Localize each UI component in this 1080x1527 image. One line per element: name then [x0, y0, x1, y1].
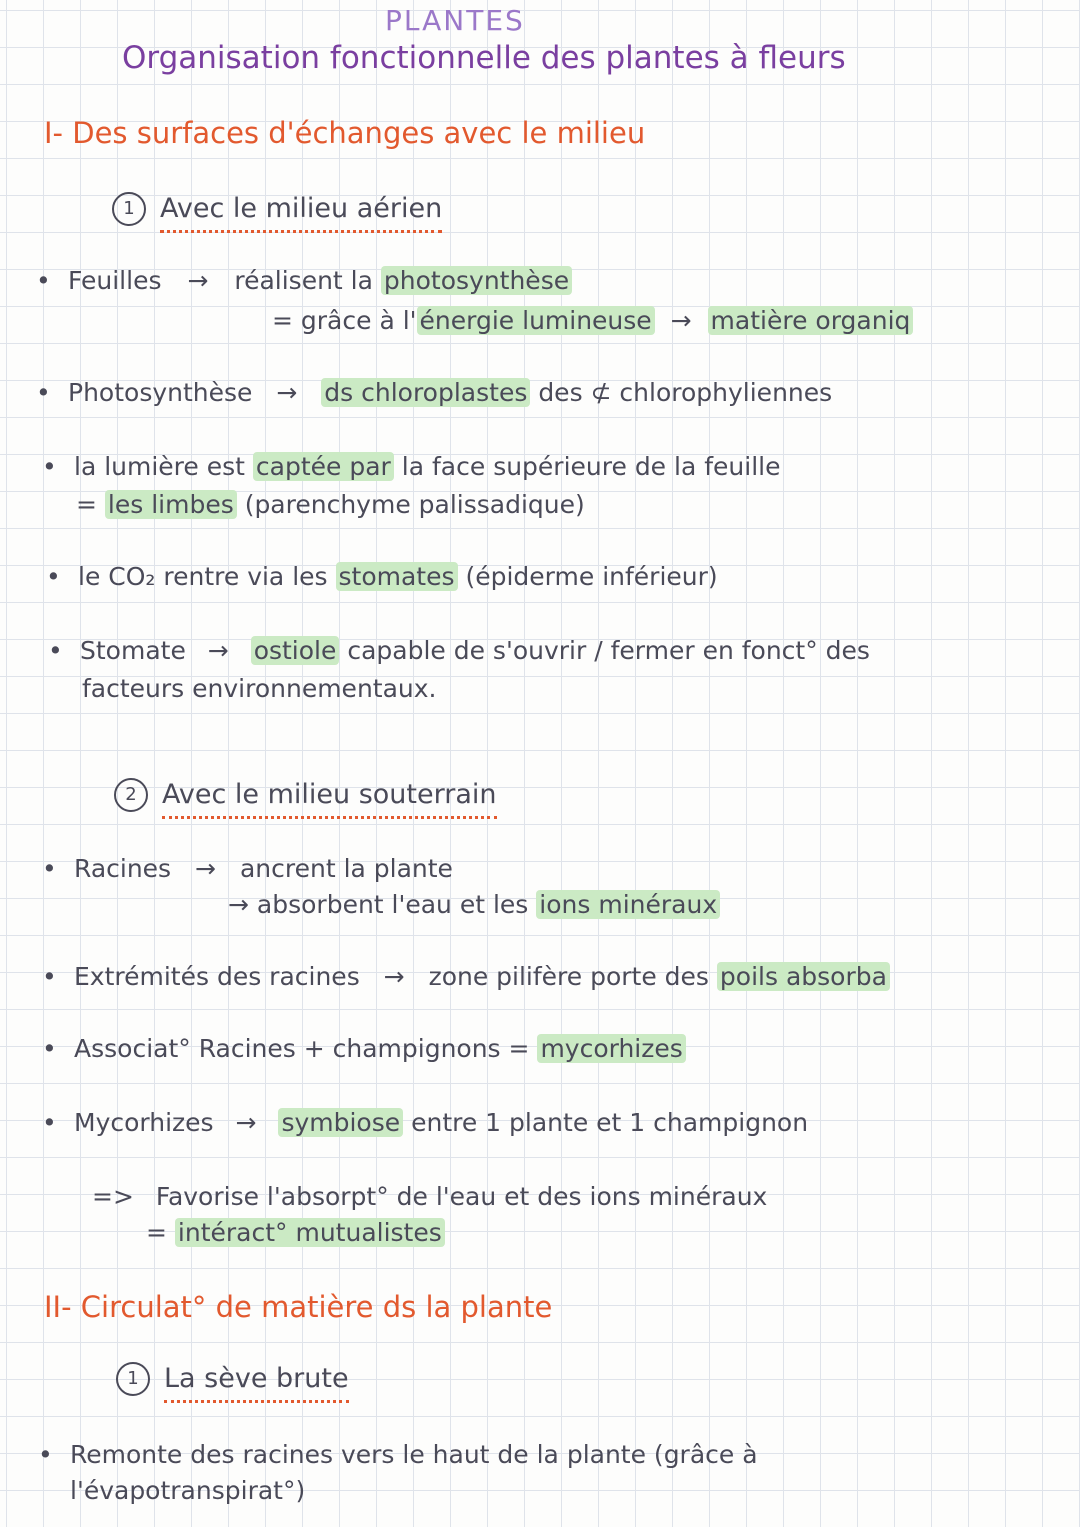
text: Extrémités des racines [74, 962, 360, 991]
arrow-icon: → [276, 378, 298, 407]
highlight-text: énergie lumineuse [417, 306, 655, 335]
note-racines-line2 [228, 890, 720, 919]
number-circle: 1 [116, 1362, 150, 1396]
note-feuilles-line2 [272, 306, 913, 335]
page-title: Organisation fonctionnelle des plantes à fleurs [122, 40, 846, 76]
note-photosynthese [68, 378, 832, 407]
highlight-text: ostiole [251, 636, 340, 665]
text: (parenchyme palissadique) [244, 490, 585, 519]
text: capable de s'ouvrir / fermer en fonct° des [347, 636, 870, 665]
note-lumiere [74, 452, 780, 481]
note-racines [74, 854, 453, 883]
subsection-title: Avec le milieu aérien [160, 193, 442, 233]
section-1-title: I- Des surfaces d'échanges avec le milieu [44, 116, 646, 150]
page-header-top: PLANTES [385, 4, 525, 37]
note-mycorhizes-line3 [146, 1218, 445, 1247]
highlight-text: mycorhizes [537, 1034, 685, 1063]
text: zone pilifère porte des [428, 962, 709, 991]
arrow-icon: → [228, 890, 249, 919]
highlight-text: photosynthèse [381, 266, 572, 295]
highlight-text: matière organiq [708, 306, 914, 335]
highlight-text: symbiose [278, 1108, 403, 1137]
text: réalisent la [234, 266, 373, 295]
number-circle: 1 [112, 192, 146, 226]
number-circle: 2 [114, 778, 148, 812]
text: grâce à l' [300, 306, 417, 335]
note-feuilles [68, 266, 572, 295]
arrow-icon: → [670, 306, 692, 335]
text: Favorise l'absorpt° de l'eau et des ions minéraux [155, 1182, 768, 1211]
label: Racines [74, 854, 172, 883]
text: ancrent la plante [239, 854, 453, 883]
subsection-1-2 [114, 778, 497, 819]
arrow-icon: → [207, 636, 229, 665]
highlight-text: captée par [253, 452, 394, 481]
label: Photosynthèse [68, 378, 253, 407]
text: Associat° Racines + champignons = [74, 1034, 530, 1063]
text: la lumière est [74, 452, 245, 481]
equals-sign: = [272, 306, 293, 335]
note-mycorhizes [74, 1108, 808, 1137]
note-remonte: • Remonte des racines vers le haut de la plante (grâce à [70, 1440, 758, 1469]
subsection-2-1 [116, 1362, 349, 1403]
highlight-text: ds chloroplastes [321, 378, 530, 407]
subsection-title: Avec le milieu souterrain [162, 779, 497, 819]
label: Stomate [80, 636, 186, 665]
text: (épiderme inférieur) [465, 562, 718, 591]
text: entre 1 plante et 1 champignon [411, 1108, 809, 1137]
note-lumiere-line2 [76, 490, 585, 519]
highlight-text: stomates [336, 562, 458, 591]
text: des ⊄ chlorophyliennes [538, 378, 833, 407]
subsection-1-1 [112, 192, 442, 233]
note-remonte-line2: l'évapotranspirat°) [70, 1476, 306, 1505]
text: la face supérieure de la feuille [401, 452, 781, 481]
arrow-icon: → [235, 1108, 257, 1137]
highlight-text: poils absorba [717, 962, 890, 991]
section-2-title: II- Circulat° de matière ds la plante [44, 1290, 553, 1324]
highlight-text: ions minéraux [536, 890, 720, 919]
label: Feuilles [68, 266, 162, 295]
note-associat [74, 1034, 686, 1063]
subsection-title: La sève brute [164, 1363, 349, 1403]
note-mycorhizes-line2 [92, 1182, 767, 1211]
arrow-icon: → [187, 266, 209, 295]
label: Mycorhizes [74, 1108, 214, 1137]
highlight-text: les limbes [105, 490, 237, 519]
arrow-icon: → [383, 962, 405, 991]
text: absorbent l'eau et les [256, 890, 529, 919]
note-extremites [74, 962, 890, 991]
text: le CO₂ rentre via les [78, 562, 328, 591]
note-co2 [78, 562, 718, 591]
highlight-text: intéract° mutualistes [175, 1218, 445, 1247]
arrow-icon: → [195, 854, 216, 883]
note-stomate [80, 636, 870, 665]
equals-sign: = [146, 1218, 167, 1247]
implies-sign: => [92, 1182, 134, 1211]
note-stomate-line2: facteurs environnementaux. [82, 674, 437, 703]
equals-sign: = [76, 490, 97, 519]
